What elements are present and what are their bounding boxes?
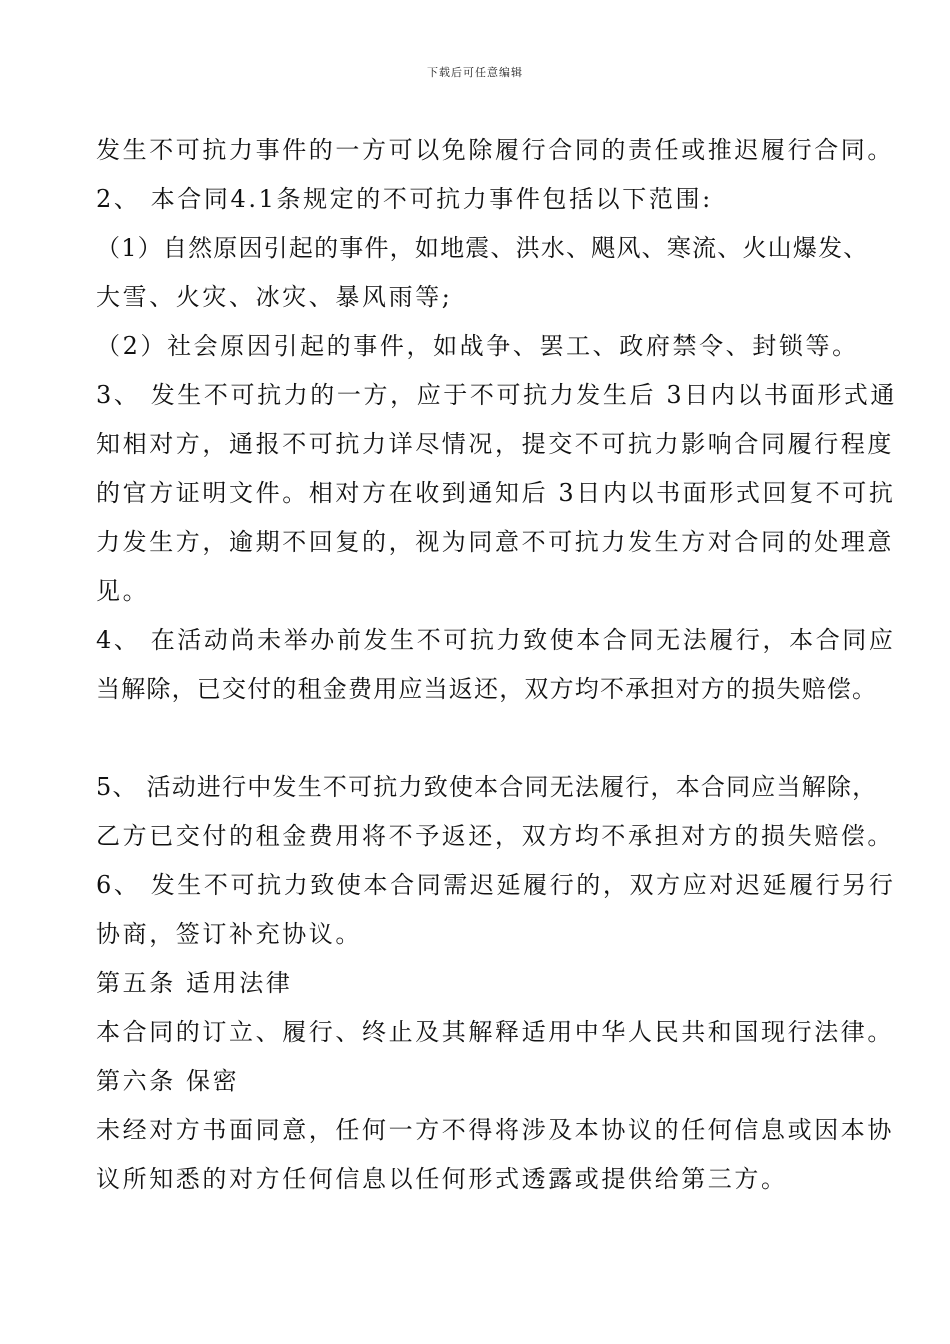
clause-3-cont: 力发生方，逾期不回复的，视为同意不可抗力发生方对合同的处理意 [96,528,894,556]
clause-6-line: 6、 发生不可抗力致使本合同需迟延履行的，双方应对迟延履行另行 [96,871,896,899]
article-6-body: 未经对方书面同意，任何一方不得将涉及本协议的任何信息或因本协 [96,1116,894,1144]
article-5-body: 本合同的订立、履行、终止及其解释适用中华人民共和国现行法律。 [96,1018,894,1046]
page-header: 下载后可任意编辑 [427,66,523,79]
clause-2-item-2-line: （2）社会原因引起的事件，如战争、罢工、政府禁令、封锁等。 [96,332,859,360]
clause-4-cont: 当解除，已交付的租金费用应当返还，双方均不承担对方的损失赔偿。 [96,675,878,703]
article-6-body-cont: 议所知悉的对方任何信息以任何形式透露或提供给第三方。 [96,1165,788,1193]
clause-3-cont: 知相对方，通报不可抗力详尽情况，提交不可抗力影响合同履行程度 [96,430,894,458]
clause-5-line: 5、 活动进行中发生不可抗力致使本合同无法履行，本合同应当解除， [96,773,878,801]
clause-2-item-1-line: （1）自然原因引起的事件，如地震、洪水、飓风、寒流、火山爆发、 [96,234,869,262]
clause-3-line: 3、 发生不可抗力的一方，应于不可抗力发生后 3日内以书面形式通 [96,381,897,409]
clause-4-line: 4、 在活动尚未举办前发生不可抗力致使本合同无法履行，本合同应 [96,626,896,654]
clause-2-line: 2、 本合同4.1条规定的不可抗力事件包括以下范围: [96,185,713,213]
article-5-heading: 第五条 适用法律 [96,969,293,997]
clause-5-cont: 乙方已交付的租金费用将不予返还，双方均不承担对方的损失赔偿。 [96,822,894,850]
blank-line [96,714,896,763]
clause-3-cont: 见。 [96,577,150,605]
clause-3-cont: 的官方证明文件。相对方在收到通知后 3日内以书面形式回复不可抗 [96,479,896,507]
article-6-heading: 第六条 保密 [96,1067,240,1095]
clause-2-item-1-cont: 大雪、火灾、冰灾、暴风雨等; [96,283,453,311]
clause-6-cont: 协商，签订补充协议。 [96,920,362,948]
paragraph-line: 发生不可抗力事件的一方可以免除履行合同的责任或推迟履行合同。 [96,136,894,164]
document-body [96,126,896,1204]
